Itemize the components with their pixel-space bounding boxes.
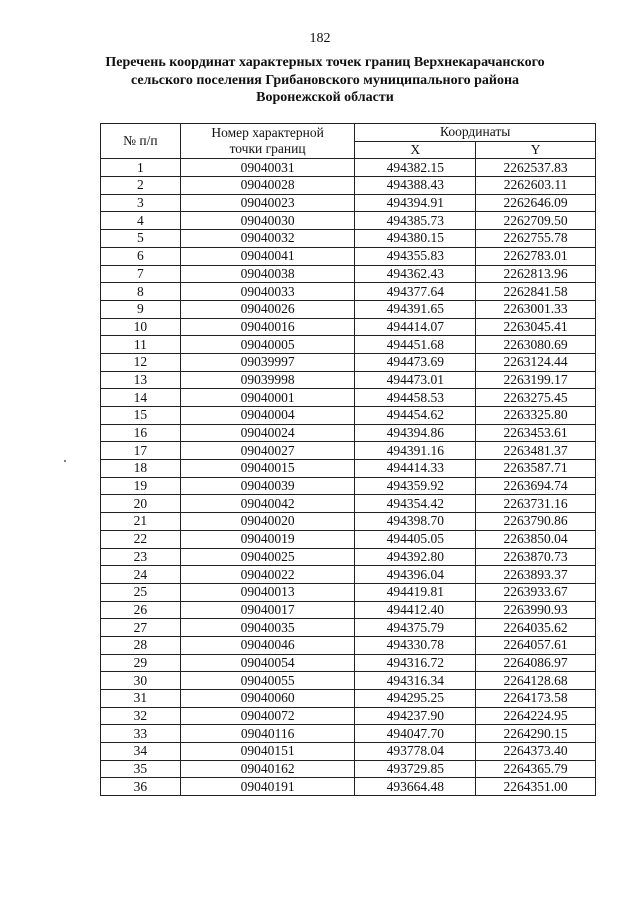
scan-speck	[64, 460, 66, 462]
cell-num: 31	[101, 690, 181, 708]
cell-x: 494398.70	[355, 513, 476, 531]
cell-num: 11	[101, 336, 181, 354]
header-point	[180, 124, 355, 159]
table-row	[101, 530, 596, 548]
cell-point-id: 09040054	[180, 654, 355, 672]
cell-x: 494359.92	[355, 477, 476, 495]
cell-point-id: 09039998	[180, 371, 355, 389]
cell-x: 494391.65	[355, 300, 476, 318]
table-row	[101, 601, 596, 619]
cell-point-id: 09040027	[180, 442, 355, 460]
cell-point-id: 09040025	[180, 548, 355, 566]
table-row	[101, 194, 596, 212]
cell-point-id: 09039997	[180, 353, 355, 371]
cell-x: 494385.73	[355, 212, 476, 230]
table-row	[101, 583, 596, 601]
cell-y: 2262603.11	[476, 177, 596, 195]
table-row	[101, 707, 596, 725]
cell-y: 2263325.80	[476, 407, 596, 425]
cell-y: 2263790.86	[476, 513, 596, 531]
cell-num: 13	[101, 371, 181, 389]
cell-y: 2262755.78	[476, 230, 596, 248]
cell-point-id: 09040039	[180, 477, 355, 495]
cell-point-id: 09040031	[180, 159, 355, 177]
cell-y: 2264224.95	[476, 707, 596, 725]
cell-y: 2262537.83	[476, 159, 596, 177]
cell-y: 2263990.93	[476, 601, 596, 619]
cell-y: 2263893.37	[476, 566, 596, 584]
cell-point-id: 09040060	[180, 690, 355, 708]
cell-y: 2264351.00	[476, 778, 596, 796]
cell-x: 494377.64	[355, 283, 476, 301]
table-row	[101, 159, 596, 177]
cell-num: 6	[101, 247, 181, 265]
cell-num: 19	[101, 477, 181, 495]
cell-x: 494391.16	[355, 442, 476, 460]
cell-y: 2262646.09	[476, 194, 596, 212]
coordinates-table	[100, 123, 596, 796]
cell-y: 2263850.04	[476, 530, 596, 548]
cell-num: 29	[101, 654, 181, 672]
cell-x: 494316.34	[355, 672, 476, 690]
table-row	[101, 371, 596, 389]
table-row	[101, 760, 596, 778]
cell-y: 2263453.61	[476, 424, 596, 442]
header-x: X	[355, 141, 476, 159]
cell-x: 494394.86	[355, 424, 476, 442]
cell-x: 494458.53	[355, 389, 476, 407]
table-row	[101, 336, 596, 354]
cell-point-id: 09040023	[180, 194, 355, 212]
cell-x: 494473.69	[355, 353, 476, 371]
cell-point-id: 09040004	[180, 407, 355, 425]
cell-point-id: 09040033	[180, 283, 355, 301]
cell-y: 2263481.37	[476, 442, 596, 460]
cell-num: 22	[101, 530, 181, 548]
cell-x: 494394.91	[355, 194, 476, 212]
cell-x: 494454.62	[355, 407, 476, 425]
cell-point-id: 09040035	[180, 619, 355, 637]
cell-point-id: 09040191	[180, 778, 355, 796]
cell-num: 16	[101, 424, 181, 442]
table-row	[101, 548, 596, 566]
cell-point-id: 09040017	[180, 601, 355, 619]
table-body	[101, 159, 596, 796]
cell-point-id: 09040028	[180, 177, 355, 195]
table-row	[101, 389, 596, 407]
cell-y: 2262813.96	[476, 265, 596, 283]
table-row	[101, 442, 596, 460]
cell-y: 2263694.74	[476, 477, 596, 495]
cell-num: 15	[101, 407, 181, 425]
cell-y: 2263124.44	[476, 353, 596, 371]
table-row	[101, 265, 596, 283]
cell-x: 494405.05	[355, 530, 476, 548]
title-line-3: Воронежской области	[256, 90, 394, 105]
cell-x: 494047.70	[355, 725, 476, 743]
cell-y: 2262783.01	[476, 247, 596, 265]
cell-num: 10	[101, 318, 181, 336]
cell-y: 2264373.40	[476, 743, 596, 761]
title-line-2: сельского поселения Грибановского муниципального района	[130, 72, 520, 88]
table-row	[101, 477, 596, 495]
cell-y: 2264365.79	[476, 760, 596, 778]
table-row	[101, 353, 596, 371]
cell-point-id: 09040013	[180, 583, 355, 601]
table-row	[101, 619, 596, 637]
table-row	[101, 513, 596, 531]
table-header-row	[101, 124, 596, 142]
cell-y: 2263587.71	[476, 460, 596, 478]
cell-num: 36	[101, 778, 181, 796]
cell-point-id: 09040055	[180, 672, 355, 690]
table-row	[101, 690, 596, 708]
cell-point-id: 09040038	[180, 265, 355, 283]
cell-point-id: 09040030	[180, 212, 355, 230]
cell-x: 494392.80	[355, 548, 476, 566]
cell-num: 30	[101, 672, 181, 690]
cell-y: 2263933.67	[476, 583, 596, 601]
cell-y: 2263045.41	[476, 318, 596, 336]
cell-point-id: 09040162	[180, 760, 355, 778]
table-row	[101, 743, 596, 761]
table-row	[101, 424, 596, 442]
cell-num: 4	[101, 212, 181, 230]
cell-num: 27	[101, 619, 181, 637]
cell-point-id: 09040042	[180, 495, 355, 513]
header-y: Y	[476, 141, 596, 159]
table-row	[101, 460, 596, 478]
table-row	[101, 212, 596, 230]
title-line-1: Перечень координат характерных точек границ Верхнекарачанского	[105, 55, 545, 70]
cell-num: 14	[101, 389, 181, 407]
table-row	[101, 300, 596, 318]
cell-point-id: 09040072	[180, 707, 355, 725]
table-row	[101, 778, 596, 796]
cell-num: 33	[101, 725, 181, 743]
cell-point-id: 09040026	[180, 300, 355, 318]
cell-x: 493664.48	[355, 778, 476, 796]
cell-num: 3	[101, 194, 181, 212]
cell-y: 2264035.62	[476, 619, 596, 637]
cell-x: 494237.90	[355, 707, 476, 725]
cell-y: 2262841.58	[476, 283, 596, 301]
cell-x: 494355.83	[355, 247, 476, 265]
cell-x: 494362.43	[355, 265, 476, 283]
cell-x: 494419.81	[355, 583, 476, 601]
cell-point-id: 09040022	[180, 566, 355, 584]
cell-y: 2263199.17	[476, 371, 596, 389]
table-row	[101, 318, 596, 336]
table-row	[101, 230, 596, 248]
cell-num: 1	[101, 159, 181, 177]
cell-num: 2	[101, 177, 181, 195]
table-row	[101, 566, 596, 584]
cell-point-id: 09040005	[180, 336, 355, 354]
cell-num: 12	[101, 353, 181, 371]
table-row	[101, 672, 596, 690]
cell-x: 494382.15	[355, 159, 476, 177]
table-row	[101, 654, 596, 672]
cell-num: 18	[101, 460, 181, 478]
cell-x: 494451.68	[355, 336, 476, 354]
cell-y: 2264290.15	[476, 725, 596, 743]
cell-point-id: 09040016	[180, 318, 355, 336]
table-row	[101, 177, 596, 195]
cell-point-id: 09040020	[180, 513, 355, 531]
cell-point-id: 09040019	[180, 530, 355, 548]
cell-num: 17	[101, 442, 181, 460]
table-row	[101, 283, 596, 301]
header-num: № п/п	[101, 124, 181, 159]
cell-y: 2263731.16	[476, 495, 596, 513]
cell-point-id: 09040041	[180, 247, 355, 265]
document-title	[80, 54, 570, 107]
cell-num: 25	[101, 583, 181, 601]
page-number: 182	[309, 31, 331, 46]
cell-x: 494396.04	[355, 566, 476, 584]
cell-y: 2264128.68	[476, 672, 596, 690]
cell-y: 2263001.33	[476, 300, 596, 318]
cell-num: 24	[101, 566, 181, 584]
cell-y: 2263080.69	[476, 336, 596, 354]
cell-num: 34	[101, 743, 181, 761]
cell-num: 9	[101, 300, 181, 318]
cell-num: 5	[101, 230, 181, 248]
cell-num: 7	[101, 265, 181, 283]
cell-y: 2263870.73	[476, 548, 596, 566]
cell-x: 494414.33	[355, 460, 476, 478]
cell-num: 28	[101, 636, 181, 654]
cell-num: 35	[101, 760, 181, 778]
table-row	[101, 247, 596, 265]
cell-y: 2264173.58	[476, 690, 596, 708]
table-row	[101, 495, 596, 513]
cell-point-id: 09040015	[180, 460, 355, 478]
cell-x: 494295.25	[355, 690, 476, 708]
cell-num: 23	[101, 548, 181, 566]
cell-point-id: 09040024	[180, 424, 355, 442]
cell-x: 494375.79	[355, 619, 476, 637]
cell-x: 494412.40	[355, 601, 476, 619]
cell-x: 494316.72	[355, 654, 476, 672]
header-coords: Координаты	[355, 124, 596, 142]
cell-num: 32	[101, 707, 181, 725]
cell-num: 8	[101, 283, 181, 301]
table-row	[101, 725, 596, 743]
cell-point-id: 09040151	[180, 743, 355, 761]
table-row	[101, 407, 596, 425]
cell-point-id: 09040001	[180, 389, 355, 407]
cell-point-id: 09040032	[180, 230, 355, 248]
cell-y: 2264057.61	[476, 636, 596, 654]
cell-y: 2263275.45	[476, 389, 596, 407]
cell-num: 21	[101, 513, 181, 531]
cell-x: 494330.78	[355, 636, 476, 654]
cell-x: 494473.01	[355, 371, 476, 389]
table-row	[101, 636, 596, 654]
cell-x: 494380.15	[355, 230, 476, 248]
cell-y: 2262709.50	[476, 212, 596, 230]
header-point-line2: точки границ	[229, 141, 306, 157]
cell-x: 493778.04	[355, 743, 476, 761]
cell-x: 493729.85	[355, 760, 476, 778]
cell-num: 20	[101, 495, 181, 513]
header-point-line1: Номер характерной	[211, 125, 324, 141]
cell-x: 494388.43	[355, 177, 476, 195]
cell-point-id: 09040116	[180, 725, 355, 743]
cell-point-id: 09040046	[180, 636, 355, 654]
cell-y: 2264086.97	[476, 654, 596, 672]
cell-x: 494414.07	[355, 318, 476, 336]
cell-x: 494354.42	[355, 495, 476, 513]
cell-num: 26	[101, 601, 181, 619]
